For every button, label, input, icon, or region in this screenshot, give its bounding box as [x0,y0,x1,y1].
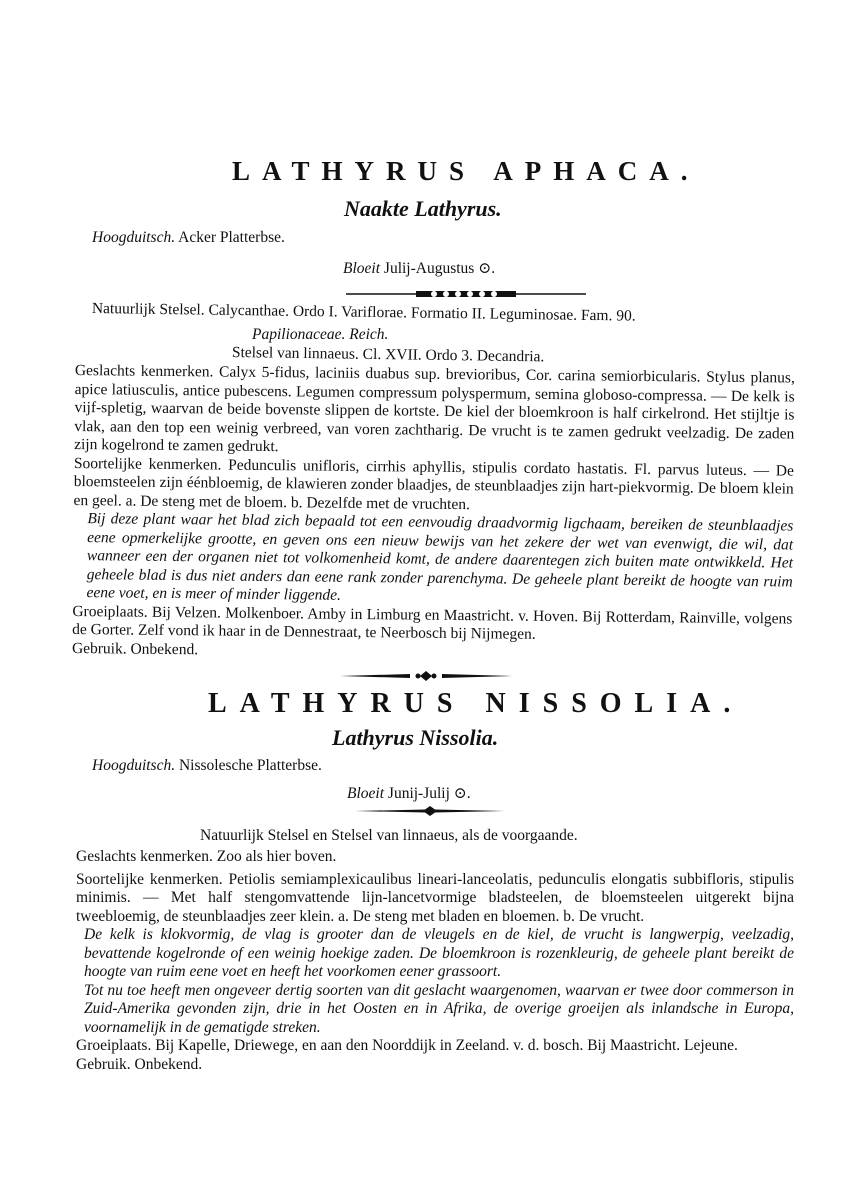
use: Gebruik. Onbekend. [76,1055,203,1073]
german-label: Hoogduitsch. [92,229,176,246]
annual-symbol: ⊙. [478,260,496,277]
german-name: Acker Platterbse. [178,229,285,246]
species2-subtitle: Lathyrus Nissolia. [332,725,499,750]
species1-system-natural: Natuurlijk Stelsel. Calycanthae. Ordo I. Variflorae. Formatio II. Leguminosae. Fam. 90. [91,300,636,325]
species1-subtitle: Naakte Lathyrus. [344,196,502,221]
species-characters: Soortelijke kenmerken. Pedunculis unifloris, cirrhis aphyllis, stipulis cordato hastatis. Fl. parvus luteus. — De bloemsteelen zijn éénbloemig, de klawieren zonder blaadjes, de steunblaadjes zijn hart-piekvormig. De bloem klein en geel. a. De steng met de bloem. b. Dezelfde met de vruchten. [73,454,794,513]
species2-bloei [347,785,471,803]
genus-characters: Geslachts kenmerken. Calyx 5-fidus, laciniis duabus sup. brevioribus, Cor. carina semiorbicularis. Stylus planus, apice latiusculis, antice pubescens. Legumen compressum polyspermum, semina globoso-compressa. — De kelk is vijf-spletig, waarvan de beide bovenste slippen de kortste. De kiel der bloemkroon is half cirkelrond. Het stijltje is vlak, aan den top een weinig verbreed, van voren zachtharig. De vrucht is te zamen gedrukt veelzadig. De zaden zijn kogelrond te zamen gedrukt. [74,362,795,456]
ornamental-rule-3 [355,806,505,816]
species-characters: Soortelijke kenmerken. Petiolis semiamplexicaulibus lineari-lanceolatis, pedunculis elongatis subbifloris, stipulis minimis. — Met half stengomvattende lijn-lancetvormige bladsteelen, de bloemsteelen uitgerekt bijna tweebloemig, de steunblaadjes zeer klein. a. De steng met bladen en bloemen. b. De vrucht. [76,870,794,925]
ornamental-rule-1 [346,287,586,301]
annual-symbol: ⊙. [453,785,471,802]
species1-german [92,229,285,247]
bloei-months: Julij-Augustus [383,260,475,277]
genus-characters: Geslachts kenmerken. Zoo als hier boven. [76,848,337,865]
genus-notes: Tot nu toe heeft men ongeveer dertig soorten van dit geslacht waargenomen, waarvan er twee door commerson in Zuid-Amerika gevonden zijn, drie in het Oosten en in Afrika, de overige groeijen als inlandsche in Europa, voornamelijk in de gematigde streken. [84,981,794,1036]
german-label: Hoogduitsch. [92,757,176,774]
species1-bloei [343,260,495,278]
bloei-label: Bloeit [343,260,381,277]
notes: De kelk is klokvormig, de vlag is grooter dan de vleugels en de kiel, de vrucht is langwerpig, veelzadig, bevattende kogelronde of een weinig hoekige zaden. De bloemkroon is rozenkleurig, de geheele plant bereikt de hoogte van ruim eene voet en heeft het voorkomen eener grassoort. [84,926,794,980]
species1-title: LATHYRUS APHACA. [232,156,700,186]
notes: Bij deze plant waar het blad zich bepaald tot een eenvoudig draadvormig ligchaam, bereiken de steunblaadjes eene opmerkelijke grootte, en geven ons een nieuw bewijs van het zekere der wet van evenwigt, die wil, dat wanneer een der organen niet tot volkomenheid komt, de andere daarentegen zich buiten mate ontwikkeld. Het geheele blad is dus niet anders dan eene rank zonder parenchyma. De geheele plant bereikt de hoogte van ruim eene voet, en is meer of minder liggende. [86,510,794,604]
locality: Groeiplaats. Bij Kapelle, Driewege, en aan den Noorddijk in Zeeland. v. d. bosch. Bij Maastricht. Lejeune. [76,1037,738,1054]
use: Gebruik. Onbekend. [71,639,199,658]
locality: Groeiplaats. Bij Velzen. Molkenboer. Amby in Limburg en Maastricht. v. Hoven. Bij Rotterdam, Rainville, volgens de Gorter. Zelf vond ik haar in de Dennestraat, te Neerbosch bij Nijmegen. [72,602,793,643]
species1-system-linnaeus: Stelsel van linnaeus. Cl. XVII. Ordo 3. Decandria. [231,344,545,366]
species1-description [72,362,795,666]
bloei-label: Bloeit [347,785,385,802]
species2-system: Natuurlijk Stelsel en Stelsel van linnaeus, als de voorgaande. [200,827,578,844]
german-name: Nissolesche Platterbse. [178,757,322,774]
species1-system-family: Papilionaceae. Reich. [252,326,389,343]
ornamental-rule-2 [340,670,512,682]
species2-description [76,848,794,1074]
species2-german [92,757,322,775]
species2-title: LATHYRUS NISSOLIA. [208,688,744,719]
bloei-months: Junij-Julij [387,785,450,802]
